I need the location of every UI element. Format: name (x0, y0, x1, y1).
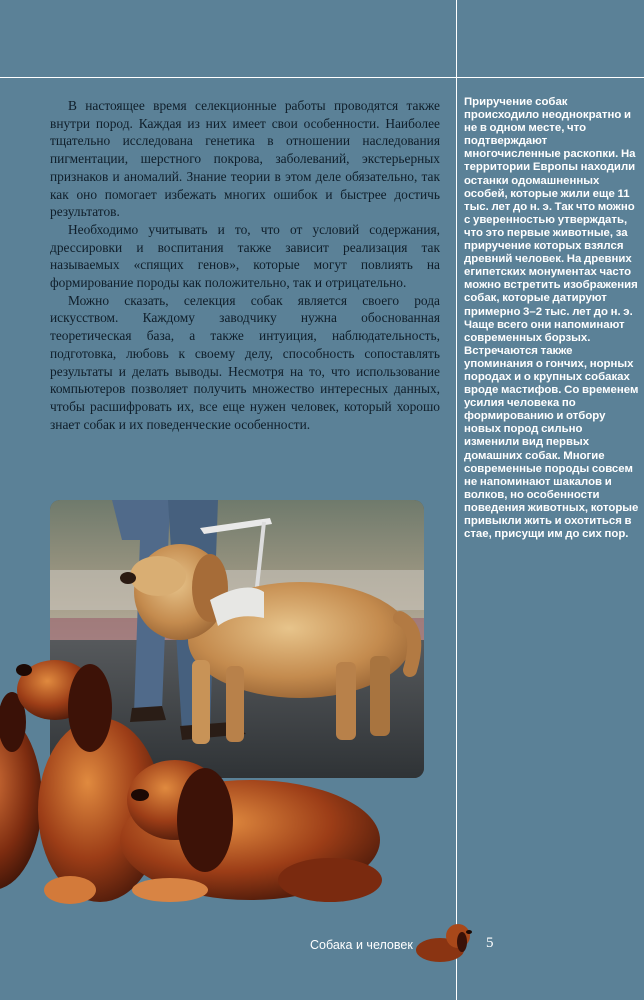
paragraph-3: Можно сказать, селекция собак является своего рода искусством. Каждому заводчику нужна обоснованная теоретическая база, а также интуиция, наблюдательность, подготовка, любовь к своему делу, способность сопоставлять результаты и делать выводы. Несмотря на то, что использование компьютеров позволяет получить множество интересных данных, чтобы расшифровать их, все еще нужен человек, который хорошо знает собак и их поведенческие особенности. (50, 292, 440, 432)
main-text (50, 97, 440, 433)
top-rule (0, 77, 644, 78)
dachshund-puppies-illustration (0, 650, 390, 920)
footer-puppy-icon (414, 920, 476, 964)
running-title: Собака и человек (310, 938, 413, 952)
column-rule (456, 0, 457, 1000)
paragraph-1: В настоящее время селекционные работы проводятся также внутри пород. Каждая из них имеет свои особенности. Наиболее тщательно исследована генетика в отношении наследования пигментации, шерстного покрова, заболеваний, экстерьерных признаков и аномалий. Знание теории в этом деле обязательно, так как оно помогает избежать многих ошибок и быстрее достичь результатов. (50, 98, 440, 220)
page-number: 5 (486, 935, 494, 951)
paragraph-2: Необходимо учитывать и то, что от условий содержания, дрессировки и воспитания также зависит реализация так называемых «спящих генов», которые могут повлиять на формирование породы как положительно, так и отрицательно. (50, 221, 440, 291)
sidebar-text: Приручение собак происходило неоднократно и не в одном месте, что подтверждают многочисленные раскопки. На территории Европы находили останки одомашненных особей, которые жили еще 11 тыс. лет до н. э. Так что можно с уверенностью утверждать, что это первые животные, за приручение которых взялся древний человек. На древних египетских монументах часто можно встретить изображения собак, которые датируют примерно 3–2 тыс. лет до н. э. Чаще всего они напоминают современных борзых. Встречаются также упоминания о гончих, норных породах и о крупных собаках вроде мастифов. Со временем усилия человека по формированию и отбору новых пород сильно изменили вид первых домашних собак. Многие современные породы совсем не напоминают шакалов и волков, но особенности поведения животных, которые привыкли жить и охотиться в стае, присущи им до сих пор. (464, 96, 639, 541)
sidebar-note (464, 96, 640, 541)
